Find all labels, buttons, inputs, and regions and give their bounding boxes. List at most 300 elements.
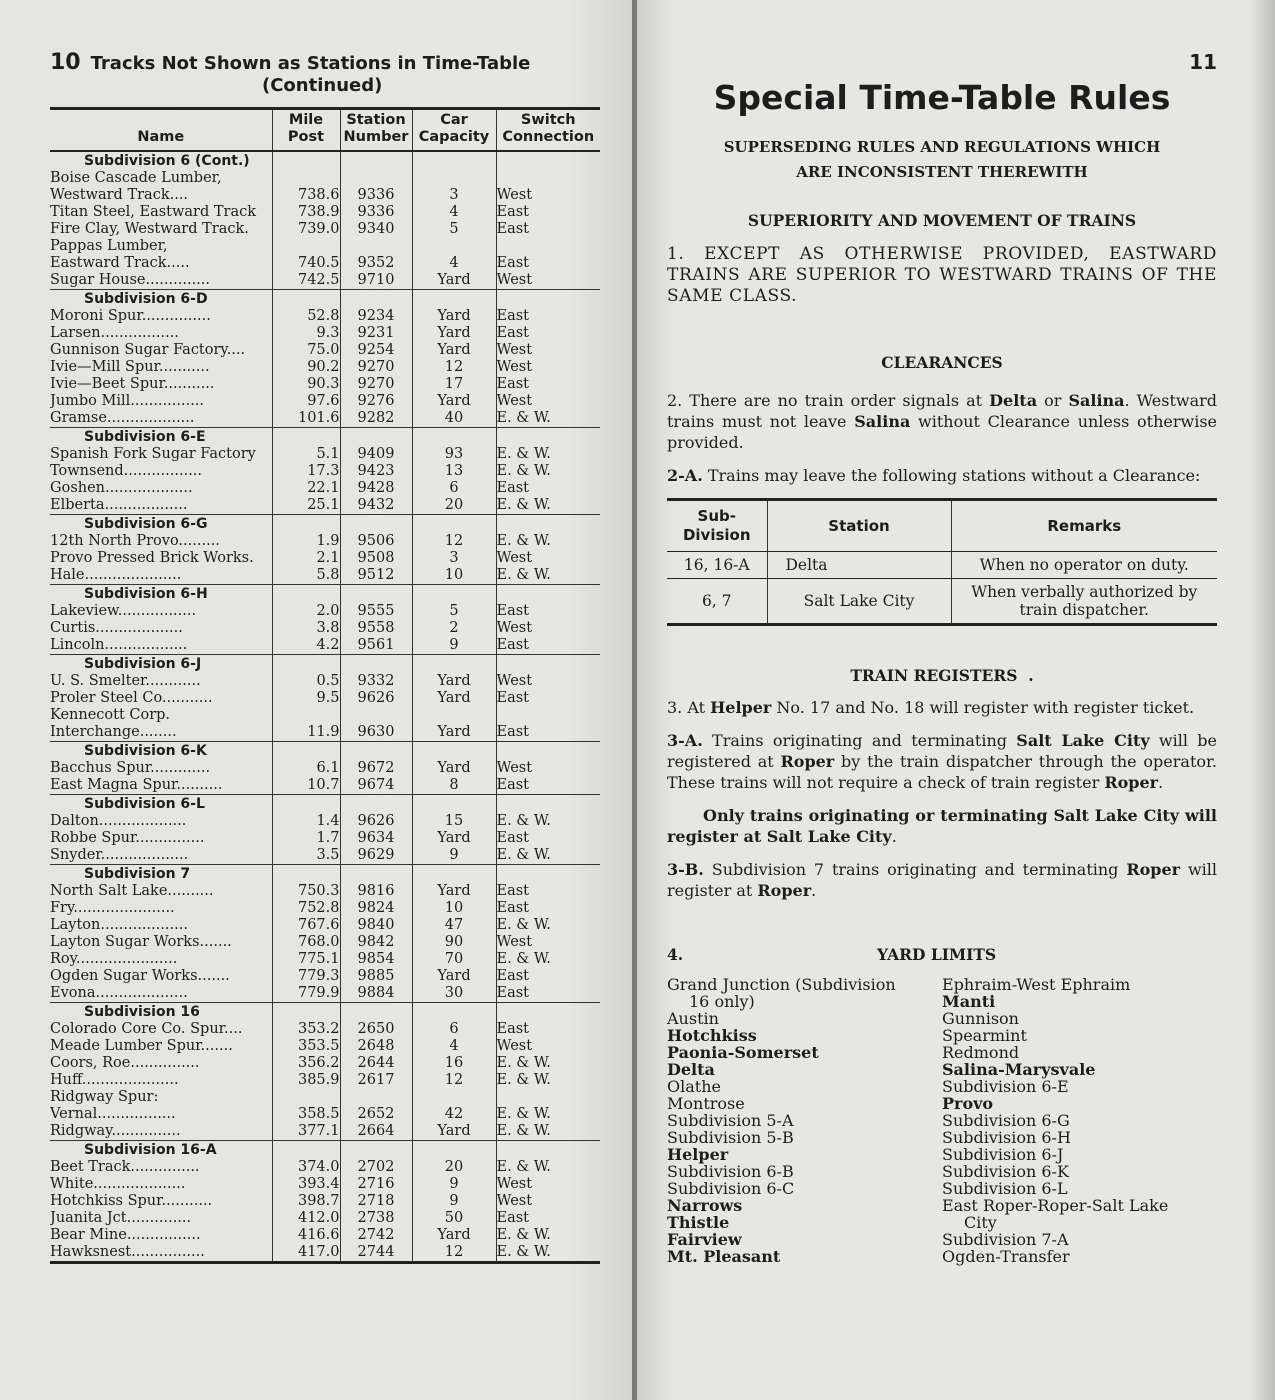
cell-sn: 9336 [340, 204, 412, 221]
cell-mp: 779.3 [272, 968, 340, 985]
cell-sn: 9561 [340, 637, 412, 655]
section-clearances: CLEARANCES [881, 353, 1003, 372]
yard-limit-item: Hotchkiss [667, 1026, 757, 1045]
cell-cc: 16 [412, 1055, 496, 1072]
cell-cc [412, 1089, 496, 1106]
table-row [50, 900, 600, 917]
cell-cc: 5 [412, 603, 496, 620]
cell-mp [272, 238, 340, 255]
cell-cc: 9 [412, 637, 496, 655]
cell-sw: E. & W. [496, 951, 600, 968]
yard-limit-item: Subdivision 6-C [667, 1179, 795, 1198]
cell-sn: 2652 [340, 1106, 412, 1123]
left-page-continued: (Continued) [262, 75, 383, 96]
col-header-car-capacity: Car Capacity [412, 109, 496, 152]
cell-name: Sugar House.............. [50, 272, 211, 288]
subdivision-heading: Subdivision 6-L [50, 795, 272, 814]
cell-cc: Yard [412, 968, 496, 985]
subdivision-heading: Subdivision 16-A [50, 1141, 272, 1160]
cell-name: Colorado Core Co. Spur.... [50, 1021, 243, 1037]
table-row [50, 968, 600, 985]
cell-mp: 412.0 [272, 1210, 340, 1227]
cell-cc: Yard [412, 673, 496, 690]
yard-limit-item: Subdivision 6-J [942, 1145, 1064, 1164]
cell-sn: 2644 [340, 1055, 412, 1072]
cell-name: Ivie—Mill Spur........... [50, 359, 210, 375]
subdivision-heading: Subdivision 6-D [50, 290, 272, 309]
table-row [50, 1193, 600, 1210]
yard-limit-item: Provo [942, 1094, 994, 1113]
rule-3b: 3-B. Subdivision 7 trains originating and terminating Roper will register at Roper. [667, 860, 1218, 900]
yard-limit-item: Manti [942, 992, 996, 1011]
cell-sw: West [496, 342, 600, 359]
clearance-row: 16, 16-A Delta When no operator on duty. [667, 552, 1217, 579]
cell-sn: 2744 [340, 1244, 412, 1263]
cell-sw: East [496, 480, 600, 497]
cell-mp: 377.1 [272, 1123, 340, 1141]
yard-limit-item: Gunnison [942, 1009, 1019, 1028]
cell-mp: 739.0 [272, 221, 340, 238]
cell-name: 12th North Provo......... [50, 533, 220, 549]
cell-name: Provo Pressed Brick Works. [50, 550, 254, 566]
table-row [50, 497, 600, 515]
rule-3a-note: Only trains originating or terminating Salt Lake City will register at Salt Lake City. [667, 806, 1217, 846]
yard-limit-item: Narrows [667, 1196, 743, 1215]
cell-name: Ridgway............... [50, 1123, 181, 1139]
cell-cc: 20 [412, 1159, 496, 1176]
yard-limits-right-column [942, 976, 1217, 1265]
cell-sw: E. & W. [496, 1055, 600, 1072]
cell-mp: 374.0 [272, 1159, 340, 1176]
cell-name: Interchange........ [50, 724, 177, 740]
yard-limit-item: Fairview [667, 1230, 742, 1249]
cell-sw: West [496, 934, 600, 951]
cell-cc: 20 [412, 497, 496, 515]
cell-sn: 9234 [340, 308, 412, 325]
cell-mp: 752.8 [272, 900, 340, 917]
cell-cc: 3 [412, 187, 496, 204]
cell-name: Lakeview................. [50, 603, 197, 619]
yard-limit-item: Subdivision 6-L [942, 1179, 1068, 1198]
cell-mp: 101.6 [272, 410, 340, 428]
cell-sn: 9508 [340, 550, 412, 567]
cell-cc: Yard [412, 760, 496, 777]
cell-sw: E. & W. [496, 813, 600, 830]
subdivision-heading: Subdivision 6-J [50, 655, 272, 674]
cell-sw: East [496, 777, 600, 795]
cell-sw: E. & W. [496, 410, 600, 428]
cell-cc: 17 [412, 376, 496, 393]
cell-name: Evona.................... [50, 985, 188, 1001]
cell-cc: 90 [412, 934, 496, 951]
table-row [50, 1123, 600, 1141]
cell-sw: East [496, 204, 600, 221]
rule-2a: 2-A. Trains may leave the following stations without a Clearance: [667, 466, 1201, 485]
cell-mp: 90.2 [272, 359, 340, 376]
cell-sw: East [496, 830, 600, 847]
table-row [50, 446, 600, 463]
cell-cc [412, 170, 496, 187]
col-header-station-number: Station Number [340, 109, 412, 152]
table-row [50, 883, 600, 900]
cell-cc: 40 [412, 410, 496, 428]
cell-mp: 3.5 [272, 847, 340, 865]
cell-sn: 2702 [340, 1159, 412, 1176]
cell-cc: Yard [412, 308, 496, 325]
cell-sn: 9282 [340, 410, 412, 428]
table-row [50, 1106, 600, 1123]
cell-cc: Yard [412, 883, 496, 900]
cell-sw: West [496, 620, 600, 637]
cell-name: Boise Cascade Lumber, [50, 170, 222, 186]
cell-name: Dalton................... [50, 813, 187, 829]
cell-sn: 9231 [340, 325, 412, 342]
rule-2: 2. There are no train order signals at Delta or Salina. Westward trains must not leave Salina without Clearance unless otherwise provided. [667, 391, 1218, 452]
cell-name: Eastward Track..... [50, 255, 190, 271]
cell-sw: E. & W. [496, 497, 600, 515]
yard-limit-item: Spearmint [942, 1026, 1027, 1045]
cell-sn: 9428 [340, 480, 412, 497]
table-row [50, 533, 600, 550]
table-row [50, 480, 600, 497]
section-superiority: SUPERIORITY AND MOVEMENT OF TRAINS [747, 211, 1137, 230]
rule-3a: 3-A. Trains originating and terminating Salt Lake City will be registered at Roper by the train dispatcher through the operator. These trains will not require a check of train register Roper. [667, 731, 1217, 792]
cell-sw: E. & W. [496, 1072, 600, 1089]
cell-sn: 9506 [340, 533, 412, 550]
cell-cc: 13 [412, 463, 496, 480]
cell-sw: East [496, 724, 600, 742]
cell-sn: 9336 [340, 187, 412, 204]
cell-sw: West [496, 760, 600, 777]
cell-name: Proler Steel Co........... [50, 690, 213, 706]
cell-name: Huff..................... [50, 1072, 179, 1088]
cell-cc: Yard [412, 325, 496, 342]
table-row [50, 325, 600, 342]
cell-sw: West [496, 1038, 600, 1055]
yard-limit-item: Subdivision 6-E [942, 1077, 1069, 1096]
yard-limit-item: Montrose [667, 1094, 745, 1113]
subdivision-heading-row [50, 290, 600, 309]
cell-name: Ivie—Beet Spur........... [50, 376, 215, 392]
cell-cc: 12 [412, 1244, 496, 1263]
subdivision-heading: Subdivision 16 [50, 1003, 272, 1022]
cell-cc: Yard [412, 1227, 496, 1244]
rule-1: 1. EXCEPT AS OTHERWISE PROVIDED, EASTWARD TRAINS ARE SUPERIOR TO WESTWARD TRAINS OF THE SAME CLASS. [667, 244, 1217, 306]
clearance-col-remarks: Remarks [951, 500, 1217, 552]
cell-sw: West [496, 673, 600, 690]
cell-cc: 12 [412, 533, 496, 550]
table-row [50, 463, 600, 480]
cell-mp: 768.0 [272, 934, 340, 951]
cell-mp: 6.1 [272, 760, 340, 777]
cell-mp: 52.8 [272, 308, 340, 325]
table-row [50, 187, 600, 204]
table-row [50, 1089, 600, 1106]
cell-name: Hale..................... [50, 567, 182, 583]
cell-sw: East [496, 968, 600, 985]
cell-mp: 742.5 [272, 272, 340, 290]
cell-name: Bear Mine................ [50, 1227, 201, 1243]
cell-mp: 10.7 [272, 777, 340, 795]
cell-mp: 5.1 [272, 446, 340, 463]
cell-cc [412, 707, 496, 724]
cell-mp: 353.2 [272, 1021, 340, 1038]
cell-cc: 15 [412, 813, 496, 830]
table-row [50, 204, 600, 221]
subdivision-heading: Subdivision 6-H [50, 585, 272, 604]
table-row [50, 393, 600, 410]
table-row [50, 830, 600, 847]
subdivision-heading-row [50, 865, 600, 884]
yard-limits-list [667, 976, 1217, 1265]
cell-mp: 5.8 [272, 567, 340, 585]
cell-name: North Salt Lake.......... [50, 883, 214, 899]
cell-sn [340, 707, 412, 724]
yard-limit-item: Olathe [667, 1077, 721, 1096]
cell-cc: Yard [412, 830, 496, 847]
table-row [50, 637, 600, 655]
cell-name: Ridgway Spur: [50, 1089, 159, 1105]
left-page-number: 10 [50, 50, 81, 75]
table-row [50, 550, 600, 567]
cell-sn: 9630 [340, 724, 412, 742]
yard-limit-item: Subdivision 7-A [942, 1230, 1069, 1249]
cell-mp: 779.9 [272, 985, 340, 1003]
cell-sn: 2738 [340, 1210, 412, 1227]
cell-name: Lincoln.................. [50, 637, 188, 653]
table-row [50, 1210, 600, 1227]
left-page-header [50, 52, 600, 97]
cell-name: Beet Track............... [50, 1159, 200, 1175]
cell-mp [272, 1089, 340, 1106]
cell-sn: 9842 [340, 934, 412, 951]
cell-sn: 9332 [340, 673, 412, 690]
cell-mp: 97.6 [272, 393, 340, 410]
col-header-switch-connection: Switch Connection [496, 109, 600, 152]
tracks-table-header [50, 109, 600, 152]
yard-limit-item: Thistle [667, 1213, 730, 1232]
cell-sw: E. & W. [496, 567, 600, 585]
cell-name: Elberta.................. [50, 497, 188, 513]
cell-sn: 9710 [340, 272, 412, 290]
yard-limit-item: Ogden-Transfer [942, 1247, 1070, 1266]
cell-name: Pappas Lumber, [50, 238, 168, 254]
section-yard-limits [667, 945, 1217, 964]
cell-sn: 9409 [340, 446, 412, 463]
yard-limit-item: Grand Junction (Subdivision [667, 975, 896, 994]
cell-sn [340, 1089, 412, 1106]
cell-mp: 90.3 [272, 376, 340, 393]
subdivision-heading-row [50, 655, 600, 674]
cell-mp: 17.3 [272, 463, 340, 480]
subdivision-heading: Subdivision 6-G [50, 515, 272, 534]
subdivision-heading-row [50, 1141, 600, 1160]
cell-name: Bacchus Spur............. [50, 760, 211, 776]
cell-mp: 3.8 [272, 620, 340, 637]
cell-name: Titan Steel, Eastward Track [50, 204, 257, 220]
subtitle-line-1: SUPERSEDING RULES AND REGULATIONS WHICH [723, 138, 1161, 156]
table-row [50, 724, 600, 742]
cell-sw: East [496, 603, 600, 620]
rule-4-number: 4. [667, 945, 684, 964]
cell-sw [496, 1089, 600, 1106]
table-row [50, 951, 600, 968]
table-row [50, 760, 600, 777]
col-header-name: Name [50, 109, 272, 152]
cell-sw: E. & W. [496, 1159, 600, 1176]
cell-sw: East [496, 1021, 600, 1038]
cell-cc: 9 [412, 1176, 496, 1193]
cell-mp: 738.9 [272, 204, 340, 221]
subdivision-heading-row [50, 428, 600, 447]
cell-cc [412, 238, 496, 255]
cell-name: Meade Lumber Spur....... [50, 1038, 233, 1054]
cell-sw: East [496, 1210, 600, 1227]
subdivision-heading-row [50, 1003, 600, 1022]
cell-sw: West [496, 1193, 600, 1210]
cell-mp: 738.6 [272, 187, 340, 204]
cell-sw: E. & W. [496, 847, 600, 865]
cell-sn: 9558 [340, 620, 412, 637]
cell-name: Larsen................. [50, 325, 179, 341]
cell-sw: E. & W. [496, 917, 600, 934]
cell-cc: 10 [412, 900, 496, 917]
yard-limits-heading: YARD LIMITS [877, 945, 997, 964]
cell-sn: 9555 [340, 603, 412, 620]
cell-mp: 750.3 [272, 883, 340, 900]
cell-name: Layton................... [50, 917, 188, 933]
cell-cc: 9 [412, 1193, 496, 1210]
yard-limit-item: City [964, 1213, 997, 1232]
yard-limit-item: Subdivision 5-B [667, 1128, 794, 1147]
table-row [50, 410, 600, 428]
table-row [50, 238, 600, 255]
col-header-mile-post: Mile Post [272, 109, 340, 152]
cell-sw: E. & W. [496, 1227, 600, 1244]
cell-name: Gunnison Sugar Factory.... [50, 342, 246, 358]
cell-mp: 740.5 [272, 255, 340, 272]
table-row [50, 1038, 600, 1055]
cell-sw: East [496, 690, 600, 707]
yard-limit-item: Helper [667, 1145, 729, 1164]
table-row [50, 603, 600, 620]
right-page-number: 11 [1189, 50, 1217, 74]
table-row [50, 620, 600, 637]
cell-cc: Yard [412, 342, 496, 359]
subdivision-heading-row [50, 742, 600, 761]
subdivision-heading-row [50, 151, 600, 170]
subdivision-heading-row [50, 585, 600, 604]
left-page-title: Tracks Not Shown as Stations in Time-Table [90, 53, 531, 74]
cell-sn: 9423 [340, 463, 412, 480]
cell-sn: 9276 [340, 393, 412, 410]
cell-mp: 4.2 [272, 637, 340, 655]
cell-cc: Yard [412, 1123, 496, 1141]
cell-name: U. S. Smelter............ [50, 673, 201, 689]
cell-sn: 2716 [340, 1176, 412, 1193]
cell-name: Hawksnest................ [50, 1244, 272, 1263]
cell-sw: East [496, 325, 600, 342]
cell-sw: West [496, 1176, 600, 1193]
cell-mp: 1.7 [272, 830, 340, 847]
clearance-table [667, 498, 1217, 626]
yard-limit-item: Salina-Marysvale [942, 1060, 1096, 1079]
table-row [50, 1244, 600, 1263]
clearance-row: 6, 7 Salt Lake City When verbally authorized by train dispatcher. [667, 579, 1217, 625]
cell-mp: 385.9 [272, 1072, 340, 1089]
cell-sw: E. & W. [496, 1244, 600, 1263]
cell-name: Snyder................... [50, 847, 189, 863]
table-row [50, 1159, 600, 1176]
cell-sn: 9626 [340, 813, 412, 830]
cell-cc: 70 [412, 951, 496, 968]
cell-sw: West [496, 550, 600, 567]
yard-limits-left-column [667, 976, 942, 1265]
clearance-col-station: Station [767, 500, 951, 552]
cell-sw: East [496, 308, 600, 325]
cell-sn: 9512 [340, 567, 412, 585]
cell-cc: 42 [412, 1106, 496, 1123]
cell-sn: 2742 [340, 1227, 412, 1244]
cell-sn: 2718 [340, 1193, 412, 1210]
cell-cc: 12 [412, 359, 496, 376]
cell-sw: East [496, 376, 600, 393]
cell-sn: 9816 [340, 883, 412, 900]
yard-limit-item: Ephraim-West Ephraim [942, 975, 1131, 994]
table-row [50, 813, 600, 830]
cell-cc: 12 [412, 1072, 496, 1089]
cell-name: Fire Clay, Westward Track. [50, 221, 249, 237]
cell-cc: Yard [412, 272, 496, 290]
cell-mp [272, 707, 340, 724]
cell-sw [496, 707, 600, 724]
cell-cc: 8 [412, 777, 496, 795]
cell-sn: 2650 [340, 1021, 412, 1038]
cell-sn: 9884 [340, 985, 412, 1003]
table-row [50, 1227, 600, 1244]
cell-mp: 11.9 [272, 724, 340, 742]
cell-cc: 50 [412, 1210, 496, 1227]
cell-sn: 9626 [340, 690, 412, 707]
cell-sw [496, 238, 600, 255]
cell-sn: 2617 [340, 1072, 412, 1089]
cell-sn: 9254 [340, 342, 412, 359]
cell-name: Moroni Spur............... [50, 308, 211, 324]
table-row [50, 690, 600, 707]
cell-sw: East [496, 883, 600, 900]
cell-sn: 9674 [340, 777, 412, 795]
cell-name: Hotchkiss Spur........... [50, 1193, 213, 1209]
yard-limit-item: Paonia-Somerset [667, 1043, 819, 1062]
cell-sn: 9840 [340, 917, 412, 934]
subdivision-heading: Subdivision 6-K [50, 742, 272, 761]
cell-sw: E. & W. [496, 1123, 600, 1141]
cell-mp: 9.5 [272, 690, 340, 707]
cell-cc: 9 [412, 847, 496, 865]
subdivision-heading-row [50, 795, 600, 814]
cell-cc: 47 [412, 917, 496, 934]
left-page [0, 0, 632, 1400]
cell-cc: 93 [412, 446, 496, 463]
cell-name: Kennecott Corp. [50, 707, 171, 723]
yard-limit-item: Mt. Pleasant [667, 1247, 781, 1266]
yard-limit-item: Subdivision 5-A [667, 1111, 794, 1130]
table-row [50, 255, 600, 272]
cell-sw: West [496, 187, 600, 204]
yard-limit-item: 16 only) [689, 992, 755, 1011]
cell-mp: 2.1 [272, 550, 340, 567]
table-row [50, 567, 600, 585]
